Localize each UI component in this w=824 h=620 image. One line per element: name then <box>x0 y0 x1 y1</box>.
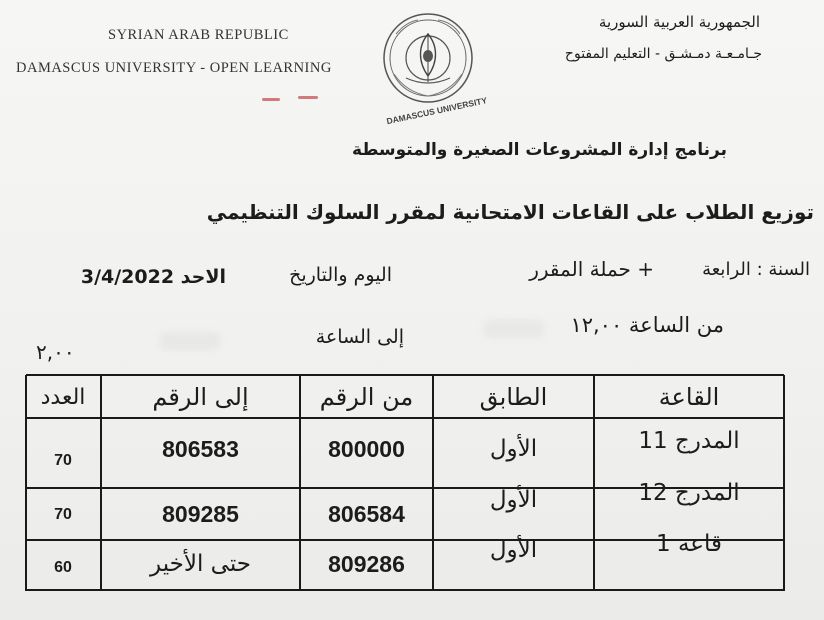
group-label: + حملة المقرر <box>529 257 654 281</box>
row3-floor: الأول <box>489 537 538 563</box>
day-label: اليوم والتاريخ <box>289 264 392 286</box>
header-floor: الطابق <box>479 383 548 411</box>
arabic-header-line2: جـامـعـة دمـشـق - التعليم المفتوح <box>564 46 762 62</box>
redaction-blur <box>160 332 220 350</box>
stamp-mark <box>262 98 280 101</box>
document-title: توزيع الطلاب على القاعات الامتحانية لمقرر السلوك التنظيمي <box>206 200 814 224</box>
row2-hall: المدرج 12 <box>638 480 740 506</box>
header-to-number: إلى الرقم <box>152 383 249 411</box>
english-header-line2: DAMASCUS UNIVERSITY - OPEN LEARNING <box>16 60 332 76</box>
from-time: من الساعة ١٢,٠٠ <box>570 313 724 337</box>
header-count: العدد <box>40 384 86 410</box>
row3-to: حتى الأخير <box>150 551 251 577</box>
exam-halls-table <box>25 374 785 592</box>
row3-hall: قاعة 1 <box>656 531 723 557</box>
row3-from: 809286 <box>328 550 405 577</box>
arabic-header-line1: الجمهورية العربية السورية <box>598 13 760 31</box>
to-time-value: ٢,٠٠ <box>36 340 75 364</box>
program-name: برنامج إدارة المشروعات الصغيرة والمتوسطة <box>352 140 727 160</box>
row1-floor: الأول <box>489 436 538 462</box>
row1-from: 800000 <box>328 435 405 462</box>
day-value: الاحد 3/4/2022 <box>80 266 226 288</box>
row3-count: 60 <box>54 559 72 576</box>
seal-text: DAMASCUS UNIVERSITY <box>385 95 488 127</box>
header-from-number: من الرقم <box>319 383 414 411</box>
stamp-mark <box>298 96 318 99</box>
row1-to: 806583 <box>162 435 239 462</box>
row2-from: 806584 <box>328 500 405 527</box>
year-label: السنة : الرابعة <box>702 259 810 280</box>
to-time: إلى الساعة <box>315 326 404 348</box>
row2-count: 70 <box>54 506 72 523</box>
row2-to: 809285 <box>162 500 239 527</box>
university-seal <box>366 4 500 128</box>
header-hall: القاعة <box>658 383 720 411</box>
redaction-blur <box>484 320 544 338</box>
english-header-line1: SYRIAN ARAB REPUBLIC <box>108 27 289 43</box>
row1-hall: المدرج 11 <box>638 428 740 454</box>
row2-floor: الأول <box>489 487 538 513</box>
row1-count: 70 <box>54 452 72 469</box>
